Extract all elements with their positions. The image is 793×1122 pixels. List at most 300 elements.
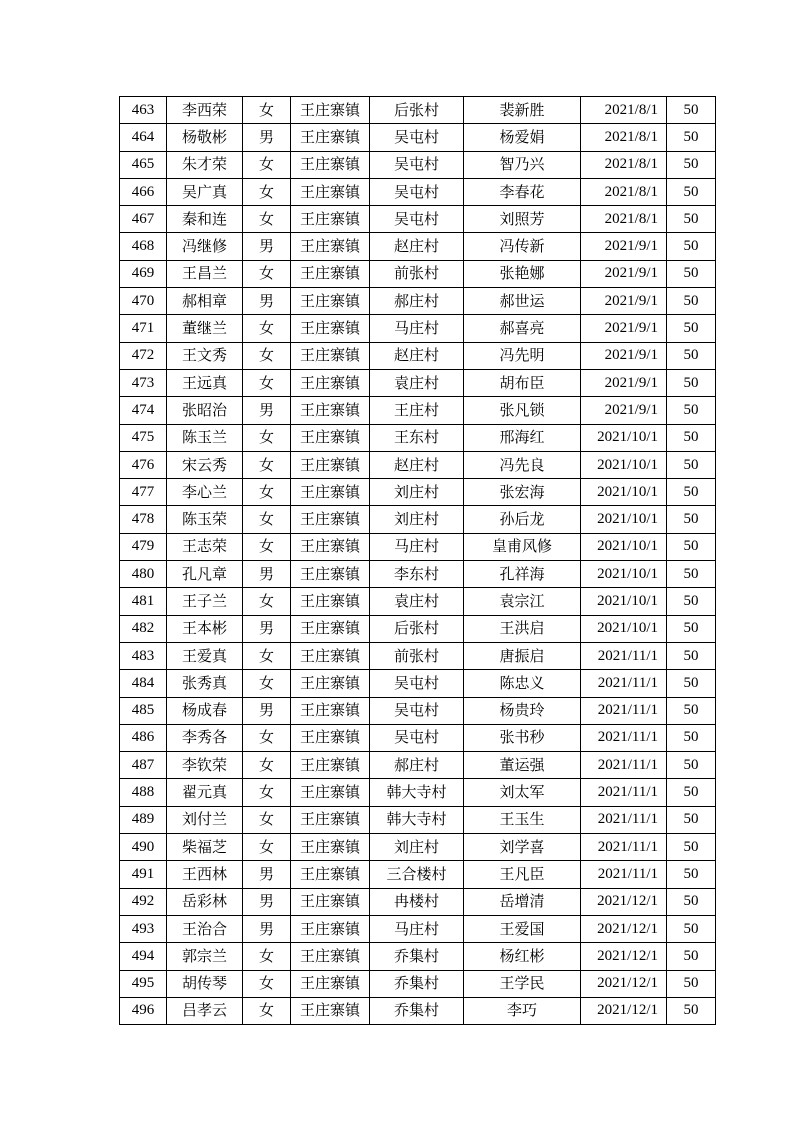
amount-cell: 50 <box>667 970 716 997</box>
date-cell: 2021/12/1 <box>581 943 667 970</box>
date-cell: 2021/8/1 <box>581 97 667 124</box>
row-number-cell: 479 <box>120 533 167 560</box>
name-cell: 朱才荣 <box>167 151 243 178</box>
table-row <box>120 779 716 806</box>
agent-cell: 张艳娜 <box>464 260 581 287</box>
amount-cell: 50 <box>667 642 716 669</box>
name-cell: 陈玉荣 <box>167 506 243 533</box>
date-cell: 2021/12/1 <box>581 970 667 997</box>
table-row <box>120 861 716 888</box>
date-cell: 2021/9/1 <box>581 260 667 287</box>
town-cell: 王庄寨镇 <box>291 424 370 451</box>
town-cell: 王庄寨镇 <box>291 342 370 369</box>
amount-cell: 50 <box>667 724 716 751</box>
gender-cell: 女 <box>243 424 291 451</box>
gender-cell: 男 <box>243 861 291 888</box>
agent-cell: 杨爱娟 <box>464 124 581 151</box>
table-row <box>120 670 716 697</box>
amount-cell: 50 <box>667 342 716 369</box>
town-cell: 王庄寨镇 <box>291 915 370 942</box>
town-cell: 王庄寨镇 <box>291 752 370 779</box>
table-row <box>120 970 716 997</box>
town-cell: 王庄寨镇 <box>291 124 370 151</box>
village-cell: 袁庄村 <box>370 588 464 615</box>
name-cell: 王爱真 <box>167 642 243 669</box>
row-number-cell: 473 <box>120 369 167 396</box>
amount-cell: 50 <box>667 888 716 915</box>
town-cell: 王庄寨镇 <box>291 233 370 260</box>
row-number-cell: 478 <box>120 506 167 533</box>
village-cell: 赵庄村 <box>370 342 464 369</box>
gender-cell: 男 <box>243 915 291 942</box>
amount-cell: 50 <box>667 806 716 833</box>
name-cell: 吕孝云 <box>167 997 243 1024</box>
village-cell: 前张村 <box>370 642 464 669</box>
row-number-cell: 469 <box>120 260 167 287</box>
agent-cell: 杨贵玲 <box>464 697 581 724</box>
gender-cell: 女 <box>243 724 291 751</box>
amount-cell: 50 <box>667 424 716 451</box>
table-row <box>120 124 716 151</box>
row-number-cell: 468 <box>120 233 167 260</box>
table-row <box>120 697 716 724</box>
table-row <box>120 724 716 751</box>
village-cell: 后张村 <box>370 615 464 642</box>
gender-cell: 女 <box>243 206 291 233</box>
agent-cell: 李春花 <box>464 178 581 205</box>
gender-cell: 男 <box>243 561 291 588</box>
amount-cell: 50 <box>667 178 716 205</box>
village-cell: 乔集村 <box>370 997 464 1024</box>
agent-cell: 张凡锁 <box>464 397 581 424</box>
agent-cell: 唐振启 <box>464 642 581 669</box>
name-cell: 王志荣 <box>167 533 243 560</box>
row-number-cell: 477 <box>120 479 167 506</box>
village-cell: 马庄村 <box>370 915 464 942</box>
village-cell: 吴屯村 <box>370 178 464 205</box>
village-cell: 吴屯村 <box>370 724 464 751</box>
town-cell: 王庄寨镇 <box>291 970 370 997</box>
village-cell: 马庄村 <box>370 533 464 560</box>
date-cell: 2021/11/1 <box>581 642 667 669</box>
village-cell: 赵庄村 <box>370 451 464 478</box>
agent-cell: 张宏海 <box>464 479 581 506</box>
gender-cell: 女 <box>243 752 291 779</box>
name-cell: 翟元真 <box>167 779 243 806</box>
village-cell: 吴屯村 <box>370 206 464 233</box>
agent-cell: 杨红彬 <box>464 943 581 970</box>
table-row <box>120 752 716 779</box>
date-cell: 2021/11/1 <box>581 861 667 888</box>
village-cell: 刘庄村 <box>370 479 464 506</box>
gender-cell: 女 <box>243 834 291 861</box>
date-cell: 2021/10/1 <box>581 506 667 533</box>
town-cell: 王庄寨镇 <box>291 151 370 178</box>
name-cell: 王西林 <box>167 861 243 888</box>
amount-cell: 50 <box>667 561 716 588</box>
gender-cell: 女 <box>243 315 291 342</box>
gender-cell: 女 <box>243 178 291 205</box>
village-cell: 前张村 <box>370 260 464 287</box>
village-cell: 后张村 <box>370 97 464 124</box>
town-cell: 王庄寨镇 <box>291 315 370 342</box>
amount-cell: 50 <box>667 915 716 942</box>
agent-cell: 李巧 <box>464 997 581 1024</box>
amount-cell: 50 <box>667 315 716 342</box>
town-cell: 王庄寨镇 <box>291 533 370 560</box>
amount-cell: 50 <box>667 206 716 233</box>
row-number-cell: 483 <box>120 642 167 669</box>
village-cell: 李东村 <box>370 561 464 588</box>
table-row <box>120 342 716 369</box>
town-cell: 王庄寨镇 <box>291 397 370 424</box>
name-cell: 陈玉兰 <box>167 424 243 451</box>
agent-cell: 刘学喜 <box>464 834 581 861</box>
village-cell: 吴屯村 <box>370 151 464 178</box>
name-cell: 刘付兰 <box>167 806 243 833</box>
row-number-cell: 467 <box>120 206 167 233</box>
town-cell: 王庄寨镇 <box>291 697 370 724</box>
name-cell: 王昌兰 <box>167 260 243 287</box>
row-number-cell: 466 <box>120 178 167 205</box>
name-cell: 李西荣 <box>167 97 243 124</box>
table-row <box>120 943 716 970</box>
table-row <box>120 151 716 178</box>
name-cell: 郝相章 <box>167 288 243 315</box>
amount-cell: 50 <box>667 588 716 615</box>
name-cell: 李秀各 <box>167 724 243 751</box>
name-cell: 胡传琴 <box>167 970 243 997</box>
town-cell: 王庄寨镇 <box>291 178 370 205</box>
name-cell: 王本彬 <box>167 615 243 642</box>
date-cell: 2021/12/1 <box>581 915 667 942</box>
row-number-cell: 496 <box>120 997 167 1024</box>
village-cell: 王东村 <box>370 424 464 451</box>
date-cell: 2021/8/1 <box>581 206 667 233</box>
town-cell: 王庄寨镇 <box>291 806 370 833</box>
town-cell: 王庄寨镇 <box>291 561 370 588</box>
agent-cell: 刘太军 <box>464 779 581 806</box>
table-row <box>120 260 716 287</box>
gender-cell: 女 <box>243 342 291 369</box>
table-row <box>120 288 716 315</box>
village-cell: 刘庄村 <box>370 506 464 533</box>
agent-cell: 陈忠义 <box>464 670 581 697</box>
date-cell: 2021/11/1 <box>581 670 667 697</box>
gender-cell: 女 <box>243 260 291 287</box>
row-number-cell: 464 <box>120 124 167 151</box>
roster-table-body <box>120 97 716 1025</box>
town-cell: 王庄寨镇 <box>291 97 370 124</box>
date-cell: 2021/12/1 <box>581 997 667 1024</box>
table-row <box>120 178 716 205</box>
table-row <box>120 806 716 833</box>
town-cell: 王庄寨镇 <box>291 834 370 861</box>
row-number-cell: 485 <box>120 697 167 724</box>
amount-cell: 50 <box>667 997 716 1024</box>
date-cell: 2021/10/1 <box>581 479 667 506</box>
town-cell: 王庄寨镇 <box>291 861 370 888</box>
date-cell: 2021/9/1 <box>581 233 667 260</box>
date-cell: 2021/10/1 <box>581 451 667 478</box>
gender-cell: 男 <box>243 233 291 260</box>
row-number-cell: 488 <box>120 779 167 806</box>
date-cell: 2021/11/1 <box>581 806 667 833</box>
gender-cell: 女 <box>243 970 291 997</box>
amount-cell: 50 <box>667 533 716 560</box>
agent-cell: 王凡臣 <box>464 861 581 888</box>
date-cell: 2021/10/1 <box>581 424 667 451</box>
agent-cell: 皇甫风修 <box>464 533 581 560</box>
row-number-cell: 486 <box>120 724 167 751</box>
agent-cell: 张书秒 <box>464 724 581 751</box>
agent-cell: 郝世运 <box>464 288 581 315</box>
table-row <box>120 451 716 478</box>
amount-cell: 50 <box>667 233 716 260</box>
table-row <box>120 479 716 506</box>
agent-cell: 智乃兴 <box>464 151 581 178</box>
town-cell: 王庄寨镇 <box>291 506 370 533</box>
date-cell: 2021/9/1 <box>581 342 667 369</box>
name-cell: 杨成春 <box>167 697 243 724</box>
name-cell: 张秀真 <box>167 670 243 697</box>
agent-cell: 袁宗江 <box>464 588 581 615</box>
town-cell: 王庄寨镇 <box>291 451 370 478</box>
agent-cell: 王玉生 <box>464 806 581 833</box>
row-number-cell: 474 <box>120 397 167 424</box>
name-cell: 吴广真 <box>167 178 243 205</box>
agent-cell: 岳增清 <box>464 888 581 915</box>
town-cell: 王庄寨镇 <box>291 724 370 751</box>
town-cell: 王庄寨镇 <box>291 588 370 615</box>
name-cell: 李心兰 <box>167 479 243 506</box>
row-number-cell: 493 <box>120 915 167 942</box>
agent-cell: 孔祥海 <box>464 561 581 588</box>
village-cell: 乔集村 <box>370 943 464 970</box>
row-number-cell: 475 <box>120 424 167 451</box>
row-number-cell: 489 <box>120 806 167 833</box>
village-cell: 吴屯村 <box>370 124 464 151</box>
amount-cell: 50 <box>667 369 716 396</box>
town-cell: 王庄寨镇 <box>291 260 370 287</box>
town-cell: 王庄寨镇 <box>291 479 370 506</box>
row-number-cell: 482 <box>120 615 167 642</box>
row-number-cell: 472 <box>120 342 167 369</box>
table-row <box>120 615 716 642</box>
row-number-cell: 465 <box>120 151 167 178</box>
table-row <box>120 642 716 669</box>
amount-cell: 50 <box>667 752 716 779</box>
town-cell: 王庄寨镇 <box>291 369 370 396</box>
village-cell: 三合楼村 <box>370 861 464 888</box>
gender-cell: 男 <box>243 615 291 642</box>
gender-cell: 男 <box>243 288 291 315</box>
date-cell: 2021/11/1 <box>581 752 667 779</box>
table-row <box>120 915 716 942</box>
row-number-cell: 494 <box>120 943 167 970</box>
town-cell: 王庄寨镇 <box>291 888 370 915</box>
gender-cell: 男 <box>243 697 291 724</box>
village-cell: 韩大寺村 <box>370 779 464 806</box>
gender-cell: 女 <box>243 642 291 669</box>
table-row <box>120 533 716 560</box>
date-cell: 2021/9/1 <box>581 397 667 424</box>
village-cell: 吴屯村 <box>370 670 464 697</box>
date-cell: 2021/9/1 <box>581 369 667 396</box>
village-cell: 刘庄村 <box>370 834 464 861</box>
date-cell: 2021/8/1 <box>581 178 667 205</box>
amount-cell: 50 <box>667 506 716 533</box>
name-cell: 董继兰 <box>167 315 243 342</box>
amount-cell: 50 <box>667 260 716 287</box>
table-row <box>120 369 716 396</box>
gender-cell: 女 <box>243 97 291 124</box>
gender-cell: 女 <box>243 943 291 970</box>
name-cell: 柴福芝 <box>167 834 243 861</box>
date-cell: 2021/10/1 <box>581 533 667 560</box>
amount-cell: 50 <box>667 943 716 970</box>
amount-cell: 50 <box>667 151 716 178</box>
name-cell: 秦和连 <box>167 206 243 233</box>
gender-cell: 女 <box>243 451 291 478</box>
row-number-cell: 490 <box>120 834 167 861</box>
table-row <box>120 233 716 260</box>
table-row <box>120 97 716 124</box>
village-cell: 冉楼村 <box>370 888 464 915</box>
village-cell: 袁庄村 <box>370 369 464 396</box>
town-cell: 王庄寨镇 <box>291 615 370 642</box>
table-row <box>120 588 716 615</box>
town-cell: 王庄寨镇 <box>291 288 370 315</box>
gender-cell: 男 <box>243 397 291 424</box>
table-row <box>120 424 716 451</box>
gender-cell: 女 <box>243 369 291 396</box>
name-cell: 岳彩林 <box>167 888 243 915</box>
row-number-cell: 492 <box>120 888 167 915</box>
gender-cell: 女 <box>243 533 291 560</box>
amount-cell: 50 <box>667 397 716 424</box>
table-row <box>120 834 716 861</box>
amount-cell: 50 <box>667 124 716 151</box>
town-cell: 王庄寨镇 <box>291 642 370 669</box>
gender-cell: 女 <box>243 506 291 533</box>
name-cell: 冯继修 <box>167 233 243 260</box>
gender-cell: 女 <box>243 588 291 615</box>
agent-cell: 冯先良 <box>464 451 581 478</box>
date-cell: 2021/11/1 <box>581 724 667 751</box>
name-cell: 杨敬彬 <box>167 124 243 151</box>
date-cell: 2021/11/1 <box>581 779 667 806</box>
gender-cell: 男 <box>243 888 291 915</box>
name-cell: 宋云秀 <box>167 451 243 478</box>
name-cell: 王治合 <box>167 915 243 942</box>
name-cell: 孔凡章 <box>167 561 243 588</box>
town-cell: 王庄寨镇 <box>291 206 370 233</box>
row-number-cell: 470 <box>120 288 167 315</box>
date-cell: 2021/11/1 <box>581 697 667 724</box>
agent-cell: 王洪启 <box>464 615 581 642</box>
town-cell: 王庄寨镇 <box>291 670 370 697</box>
row-number-cell: 491 <box>120 861 167 888</box>
village-cell: 赵庄村 <box>370 233 464 260</box>
table-row <box>120 997 716 1024</box>
name-cell: 张昭治 <box>167 397 243 424</box>
amount-cell: 50 <box>667 670 716 697</box>
town-cell: 王庄寨镇 <box>291 997 370 1024</box>
gender-cell: 女 <box>243 151 291 178</box>
amount-cell: 50 <box>667 834 716 861</box>
gender-cell: 女 <box>243 806 291 833</box>
village-cell: 王庄村 <box>370 397 464 424</box>
table-row <box>120 888 716 915</box>
date-cell: 2021/9/1 <box>581 288 667 315</box>
village-cell: 郝庄村 <box>370 288 464 315</box>
town-cell: 王庄寨镇 <box>291 779 370 806</box>
agent-cell: 邢海红 <box>464 424 581 451</box>
agent-cell: 王爱国 <box>464 915 581 942</box>
row-number-cell: 480 <box>120 561 167 588</box>
amount-cell: 50 <box>667 861 716 888</box>
date-cell: 2021/8/1 <box>581 151 667 178</box>
agent-cell: 胡布臣 <box>464 369 581 396</box>
row-number-cell: 463 <box>120 97 167 124</box>
row-number-cell: 495 <box>120 970 167 997</box>
date-cell: 2021/9/1 <box>581 315 667 342</box>
table-row <box>120 561 716 588</box>
town-cell: 王庄寨镇 <box>291 943 370 970</box>
name-cell: 王文秀 <box>167 342 243 369</box>
gender-cell: 女 <box>243 997 291 1024</box>
date-cell: 2021/11/1 <box>581 834 667 861</box>
agent-cell: 王学民 <box>464 970 581 997</box>
amount-cell: 50 <box>667 479 716 506</box>
row-number-cell: 471 <box>120 315 167 342</box>
agent-cell: 冯先明 <box>464 342 581 369</box>
agent-cell: 孙后龙 <box>464 506 581 533</box>
village-cell: 乔集村 <box>370 970 464 997</box>
table-row <box>120 397 716 424</box>
row-number-cell: 484 <box>120 670 167 697</box>
row-number-cell: 481 <box>120 588 167 615</box>
village-cell: 韩大寺村 <box>370 806 464 833</box>
name-cell: 王子兰 <box>167 588 243 615</box>
row-number-cell: 487 <box>120 752 167 779</box>
village-cell: 郝庄村 <box>370 752 464 779</box>
gender-cell: 女 <box>243 479 291 506</box>
table-row <box>120 315 716 342</box>
date-cell: 2021/8/1 <box>581 124 667 151</box>
agent-cell: 刘照芳 <box>464 206 581 233</box>
date-cell: 2021/10/1 <box>581 561 667 588</box>
name-cell: 李钦荣 <box>167 752 243 779</box>
gender-cell: 女 <box>243 670 291 697</box>
table-row <box>120 506 716 533</box>
gender-cell: 女 <box>243 779 291 806</box>
roster-table <box>119 96 716 1025</box>
name-cell: 郭宗兰 <box>167 943 243 970</box>
agent-cell: 郝喜亮 <box>464 315 581 342</box>
date-cell: 2021/10/1 <box>581 588 667 615</box>
amount-cell: 50 <box>667 288 716 315</box>
date-cell: 2021/10/1 <box>581 615 667 642</box>
agent-cell: 董运强 <box>464 752 581 779</box>
name-cell: 王远真 <box>167 369 243 396</box>
amount-cell: 50 <box>667 451 716 478</box>
amount-cell: 50 <box>667 779 716 806</box>
table-row <box>120 206 716 233</box>
row-number-cell: 476 <box>120 451 167 478</box>
amount-cell: 50 <box>667 615 716 642</box>
